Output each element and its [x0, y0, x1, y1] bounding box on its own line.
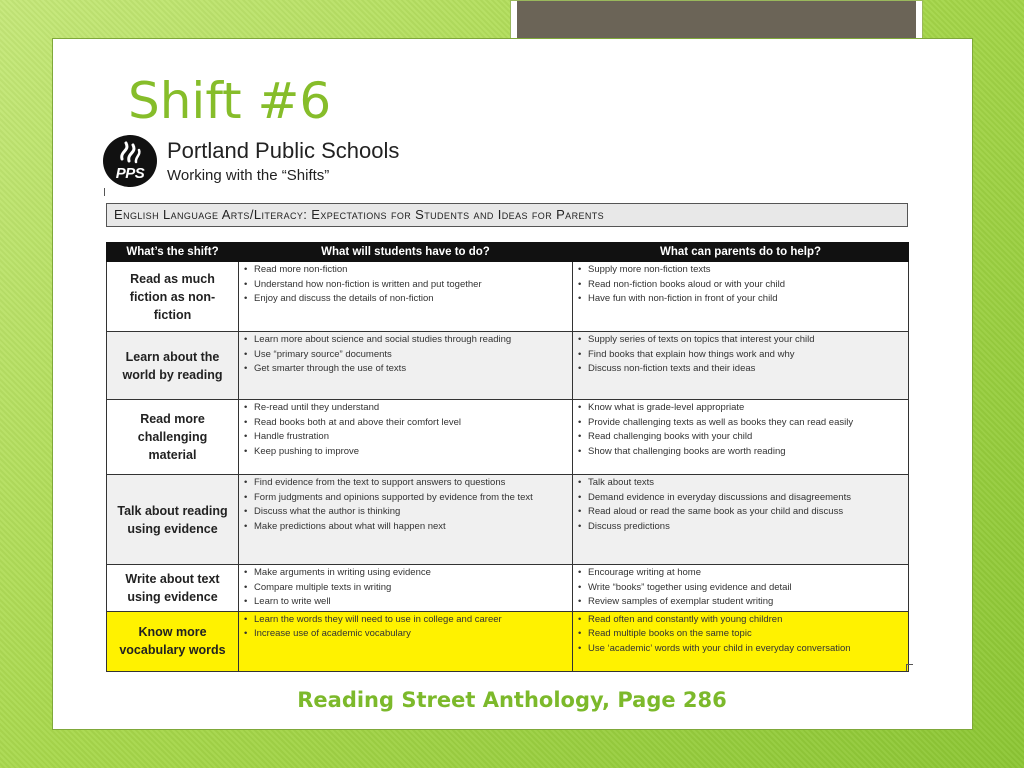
list-item: • Keep pushing to improve: [242, 445, 569, 460]
list-item: • Form judgments and opinions supported by evidence from the text: [242, 491, 569, 506]
column-header-shift: What’s the shift?: [107, 243, 239, 262]
list-item: • Provide challenging texts as well as books they can read easily: [576, 416, 905, 431]
slide-caption: Reading Street Anthology, Page 286: [297, 688, 727, 712]
list-item: • Re-read until they understand: [242, 401, 569, 416]
parents-cell: [573, 475, 909, 565]
list-item: • Use ‘academic’ words with your child in everyday conversation: [576, 642, 905, 657]
doc-subtitle: Working with the “Shifts”: [167, 167, 330, 184]
list-item: • Supply series of texts on topics that interest your child: [576, 333, 905, 348]
list-item: • Show that challenging books are worth reading: [576, 445, 905, 460]
list-item: • Find evidence from the text to support answers to questions: [242, 476, 569, 491]
table-row: [107, 400, 909, 475]
list-item: • Understand how non-fiction is written and put together: [242, 278, 569, 293]
list-item: • Discuss what the author is thinking: [242, 505, 569, 520]
section-banner: English Language Arts/Literacy: Expectations for Students and Ideas for Parents: [106, 203, 908, 227]
list-item: • Read often and constantly with young children: [576, 613, 905, 628]
list-item: • Get smarter through the use of texts: [242, 362, 569, 377]
table-header-row: [107, 243, 909, 262]
list-item: • Learn more about science and social studies through reading: [242, 333, 569, 348]
students-cell: [239, 262, 573, 332]
shift-cell: Talk about reading using evidence: [107, 475, 239, 565]
pps-logo: [103, 135, 157, 187]
list-item: • Compare multiple texts in writing: [242, 581, 569, 596]
table-row: [107, 332, 909, 400]
students-cell: [239, 565, 573, 612]
parents-cell: [573, 400, 909, 475]
shift-cell: Read more challenging material: [107, 400, 239, 475]
list-item: • Write “books” together using evidence and detail: [576, 581, 905, 596]
column-header-parents: What can parents do to help?: [573, 243, 909, 262]
list-item: • Discuss non-fiction texts and their ideas: [576, 362, 905, 377]
corner-mark: [906, 664, 913, 671]
list-item: • Read books both at and above their comfort level: [242, 416, 569, 431]
shift-cell: Read as much fiction as non-fiction: [107, 262, 239, 332]
list-item: • Learn to write well: [242, 595, 569, 610]
parents-cell: [573, 611, 909, 671]
list-item: • Use “primary source” documents: [242, 348, 569, 363]
list-item: • Make arguments in writing using evidence: [242, 566, 569, 581]
slide-title: Shift #6: [128, 72, 332, 130]
list-item: • Encourage writing at home: [576, 566, 905, 581]
margin-tick: [104, 188, 105, 196]
shifts-table: [106, 242, 909, 672]
list-item: • Demand evidence in everyday discussions and disagreements: [576, 491, 905, 506]
list-item: • Read challenging books with your child: [576, 430, 905, 445]
students-cell: [239, 475, 573, 565]
list-item: • Discuss predictions: [576, 520, 905, 535]
list-item: • Read more non-fiction: [242, 263, 569, 278]
column-header-students: What will students have to do?: [239, 243, 573, 262]
students-cell: [239, 611, 573, 671]
list-item: • Handle frustration: [242, 430, 569, 445]
list-item: • Read non-fiction books aloud or with your child: [576, 278, 905, 293]
shift-cell: Learn about the world by reading: [107, 332, 239, 400]
list-item: • Supply more non-fiction texts: [576, 263, 905, 278]
list-item: • Read multiple books on the same topic: [576, 627, 905, 642]
parents-cell: [573, 565, 909, 612]
students-cell: [239, 400, 573, 475]
list-item: • Review samples of exemplar student writing: [576, 595, 905, 610]
list-item: • Find books that explain how things work and why: [576, 348, 905, 363]
list-item: • Talk about texts: [576, 476, 905, 491]
parents-cell: [573, 332, 909, 400]
table-row: [107, 565, 909, 612]
logo-text: PPS: [115, 165, 145, 182]
shift-cell: Know more vocabulary words: [107, 611, 239, 671]
list-item: • Have fun with non-fiction in front of your child: [576, 292, 905, 307]
students-cell: [239, 332, 573, 400]
list-item: • Read aloud or read the same book as your child and discuss: [576, 505, 905, 520]
list-item: • Know what is grade-level appropriate: [576, 401, 905, 416]
org-name: Portland Public Schools: [167, 138, 400, 163]
table-row: [107, 262, 909, 332]
table-row: [107, 475, 909, 565]
parents-cell: [573, 262, 909, 332]
list-item: • Make predictions about what will happen next: [242, 520, 569, 535]
list-item: • Learn the words they will need to use in college and career: [242, 613, 569, 628]
list-item: • Increase use of academic vocabulary: [242, 627, 569, 642]
list-item: • Enjoy and discuss the details of non-fiction: [242, 292, 569, 307]
table-row: [107, 611, 909, 671]
shift-cell: Write about text using evidence: [107, 565, 239, 612]
flame-swirl-icon: [116, 139, 144, 167]
